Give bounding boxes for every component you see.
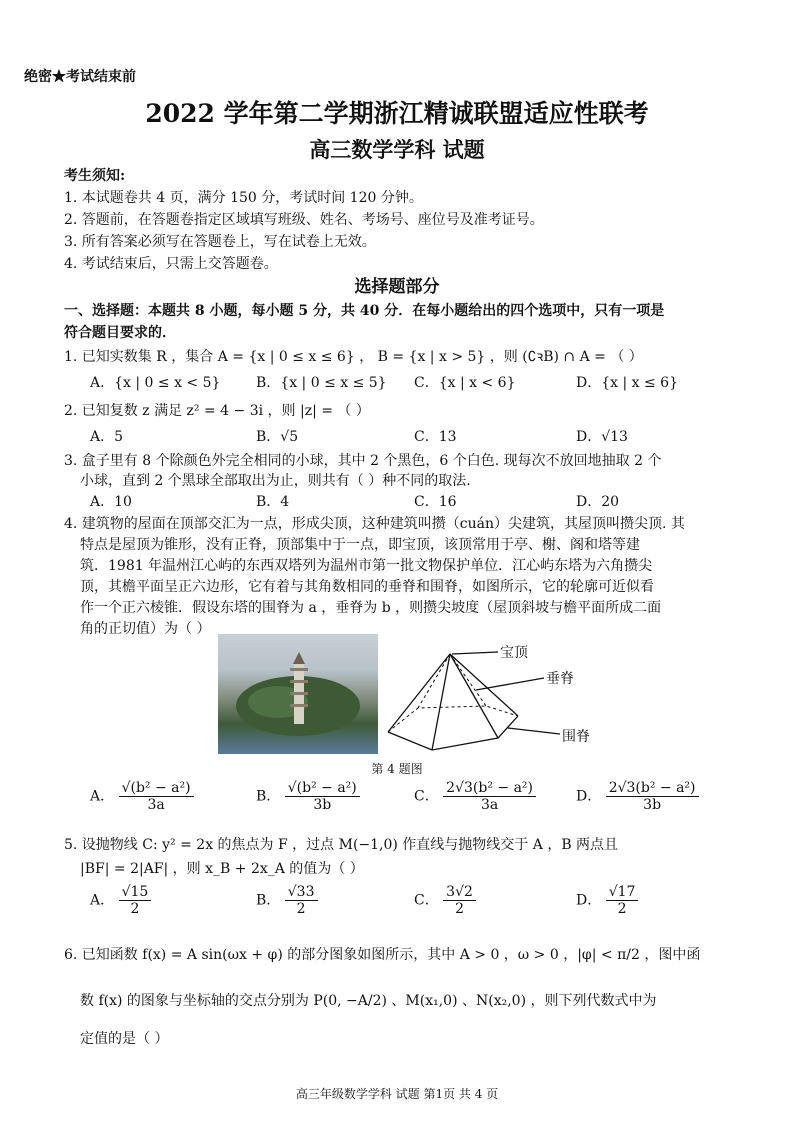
question-4-line: 作一个正六棱锥．假设东塔的围脊为 a ，垂脊为 b ，则攒尖坡度（屋顶斜坡与檐平面所成二面 (80, 600, 662, 616)
question-5-stem: 5. 设抛物线 C: y² = 2x 的焦点为 F ，过点 M(−1,0) 作直线与抛物线交于 A ，B 两点且 (64, 837, 619, 853)
fraction-numerator: √33 (285, 884, 318, 901)
fraction-denominator: 2 (130, 901, 140, 917)
notes-heading: 考生须知: (64, 168, 126, 184)
q1-option-d: D．{x | x ≤ 6} (576, 375, 678, 391)
question-6-stem-cont: 数 f(x) 的图象与坐标轴的交点分别为 P(0, −A/2) 、M(x₁,0) 、N(x₂,0) ，则下列代数式中为 (80, 993, 657, 1009)
part-instruction: 一、选择题：本题共 8 小题，每小题 5 分，共 40 分．在每小题给出的四个选项中，只有一项是 (64, 303, 665, 319)
q1-option-a: A．{x | 0 ≤ x < 5} (90, 375, 221, 391)
fraction-denominator: 3b (313, 797, 332, 813)
q4-option-a (90, 780, 194, 813)
option-letter: D． (576, 788, 602, 805)
fraction-numerator: √17 (606, 884, 639, 901)
note-item: 3. 所有答案必须写在答题卷上，写在试卷上无效。 (64, 234, 376, 250)
fraction-numerator: 2√3(b² − a²) (443, 780, 536, 797)
fraction-denominator: 2 (455, 901, 464, 917)
option-letter: A． (90, 788, 115, 805)
q2-option-d: D．√13 (576, 429, 628, 445)
fraction-numerator: √15 (119, 884, 152, 901)
question-6-stem: 6. 已知函数 f(x) = A sin(ωx + φ) 的部分图象如图所示，其中 A > 0 ，ω > 0 ，|φ| < π/2 ，图中函 (64, 947, 701, 963)
option-letter: C． (414, 892, 439, 909)
note-item: 2. 答题前，在答题卷指定区域填写班级、姓名、考场号、座位号及准考证号。 (64, 212, 544, 228)
q2-option-b: B．√5 (256, 429, 299, 445)
question-2-stem: 2. 已知复数 z 满足 z² = 4 − 3i ，则 |z| = （ ） (64, 403, 370, 419)
q5-option-a (90, 884, 151, 917)
option-letter: B． (256, 892, 281, 909)
question-3-stem-cont: 小球，直到 2 个黑球全部取出为止，则共有（ ）种不同的取法. (80, 473, 471, 489)
q5-option-d (576, 884, 638, 917)
q3-option-d: D．20 (576, 494, 620, 510)
q3-option-c: C．16 (414, 494, 457, 510)
fraction-numerator: √(b² − a²) (285, 780, 360, 797)
question-4-line: 筑．1981 年温州江心屿的东西双塔列为温州市第一批文物保护单位．江心屿东塔为六角攒尖 (80, 558, 653, 574)
q4-option-c (414, 780, 536, 813)
figure-caption: 第 4 题图 (371, 762, 423, 776)
question-1-stem: 1. 已知实数集 R ，集合 A = {x | 0 ≤ x ≤ 6} ， B = {x | x > 5} ，则 (∁ꝛB) ∩ A = （ ） (64, 349, 643, 365)
fraction-denominator: 3b (643, 797, 662, 813)
question-3-stem: 3. 盒子里有 8 个除颜色外完全相同的小球，其中 2 个黑色，6 个白色. 现每次不放回地抽取 2 个 (64, 453, 662, 469)
option-letter: A． (90, 892, 115, 909)
fraction-denominator: 2 (296, 901, 306, 917)
label-vertical-ridge: 垂脊 (546, 671, 574, 687)
q5-option-c (414, 884, 476, 917)
question-6-stem-cont: 定值的是（ ） (80, 1031, 169, 1047)
exam-title: 2022 学年第二学期浙江精诚联盟适应性联考 (145, 99, 649, 128)
part-instruction: 符合题目要求的． (64, 325, 176, 341)
label-eave-ridge: 围脊 (562, 729, 590, 745)
option-letter: D． (576, 892, 602, 909)
fraction-numerator: 3√2 (443, 884, 476, 901)
q3-option-a: A．10 (90, 494, 132, 510)
label-top: 宝顶 (500, 645, 528, 661)
question-5-stem-cont: |BF| = 2|AF| ，则 x_B + 2x_A 的值为（ ） (80, 861, 364, 877)
q1-option-b: B．{x | 0 ≤ x ≤ 5} (256, 375, 387, 391)
question-4-line: 特点是屋顶为锥形，没有正脊，顶部集中于一点，即宝顶，该顶常用于亭、榭、阁和塔等建 (80, 537, 640, 553)
q1-option-c: C．{x | x < 6} (414, 375, 516, 391)
page-footer: 高三年级数学学科 试题 第1页 共 4 页 (295, 1087, 499, 1101)
question-4-line: 角的正切值）为（ ） (80, 621, 211, 637)
fraction-denominator: 3a (480, 797, 499, 813)
fraction-numerator: √(b² − a²) (119, 780, 194, 797)
question-4-line: 4. 建筑物的屋面在顶部交汇为一点，形成尖顶，这种建筑叫攒（cuán）尖建筑，其屋顶叫攒尖顶. 其 (64, 516, 685, 532)
option-letter: B． (256, 788, 281, 805)
fraction-numerator: 2√3(b² − a²) (606, 780, 699, 797)
exam-subtitle: 高三数学学科 试题 (309, 137, 485, 162)
note-item: 4. 考试结束后，只需上交答题卷。 (64, 256, 278, 272)
q2-option-c: C．13 (414, 429, 457, 445)
option-letter: C． (414, 788, 439, 805)
fraction-denominator: 2 (617, 901, 627, 917)
q4-option-b (256, 780, 360, 813)
question-4-line: 顶，其檐平面呈正六边形，它有着与其角数相同的垂脊和围脊，如图所示，它的轮廓可近似看 (80, 579, 654, 595)
fraction-denominator: 3a (147, 797, 165, 813)
q4-option-d (576, 780, 699, 813)
note-item: 1. 本试题卷共 4 页，满分 150 分，考试时间 120 分钟。 (64, 190, 423, 206)
q5-option-b (256, 884, 318, 917)
q3-option-b: B．4 (256, 494, 290, 510)
q2-option-a: A．5 (90, 429, 124, 445)
confidential-mark: 绝密★考试结束前 (24, 69, 136, 85)
pagoda-photo (218, 634, 378, 754)
section-title: 选择题部分 (354, 277, 440, 297)
